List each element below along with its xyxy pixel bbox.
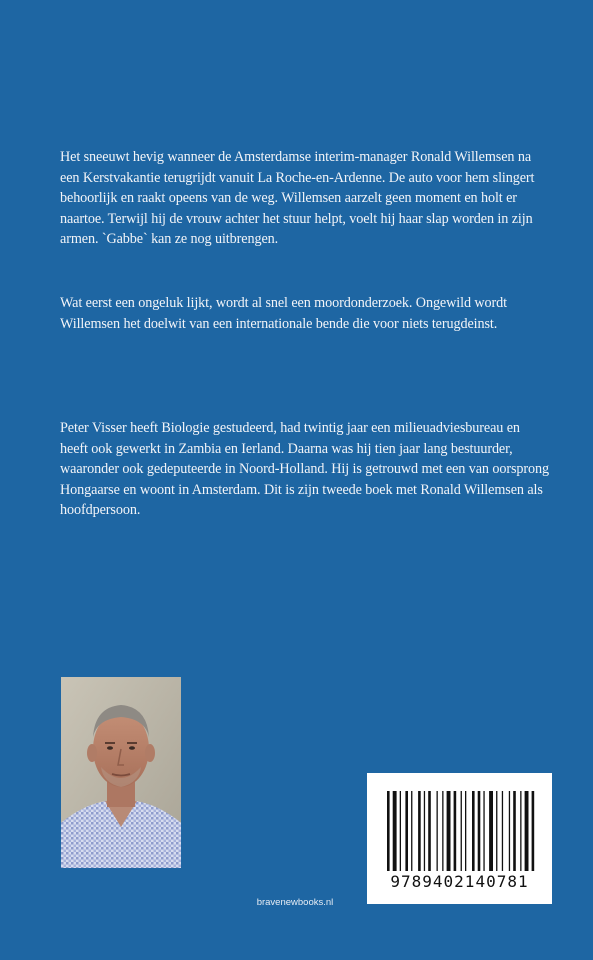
isbn-barcode xyxy=(367,773,552,904)
author-bio-text: Peter Visser heeft Biologie gestudeerd, had twintig jaar een milieuadviesbureau en heeft ook gewerkt in Zambia en Ierland. Daarna was hij tien jaar lang bestuurder, waaronder ook gedeputeerde in Noord-Holland. Hij is getrouwd met een van oorsprong Hongaarse en woont in Amsterdam. Dit is zijn tweede boek met Ronald Willemsen als hoofdpersoon. xyxy=(60,420,550,518)
blurb-paragraph-1 xyxy=(60,147,550,250)
blurb-paragraph-2 xyxy=(60,293,550,334)
author-photo xyxy=(61,677,181,868)
blurb-text-1: Het sneeuwt hevig wanneer de Amsterdamse interim-manager Ronald Willemsen na een Kerstvakantie terugrijdt vanuit La Roche-en-Ardenne. De auto voor hem slingert behoorlijk en raakt opeens van de weg. Willemsen aarzelt geen moment en holt er naartoe. Terwijl hij de vrouw achter het stuur helpt, voelt hij haar slap worden in zijn armen. `Gabbe` kan ze nog uitbrengen. xyxy=(60,149,535,247)
author-portrait-image xyxy=(61,677,181,868)
author-bio xyxy=(60,418,550,521)
publisher-website: bravenewbooks.nl xyxy=(256,897,334,908)
isbn-number: 9789402140781 xyxy=(390,872,529,891)
blurb-text-2: Wat eerst een ongeluk lijkt, wordt al snel een moordonderzoek. Ongewild wordt Willemsen het doelwit van een internationale bende die voor niets terugdeinst. xyxy=(60,295,507,332)
